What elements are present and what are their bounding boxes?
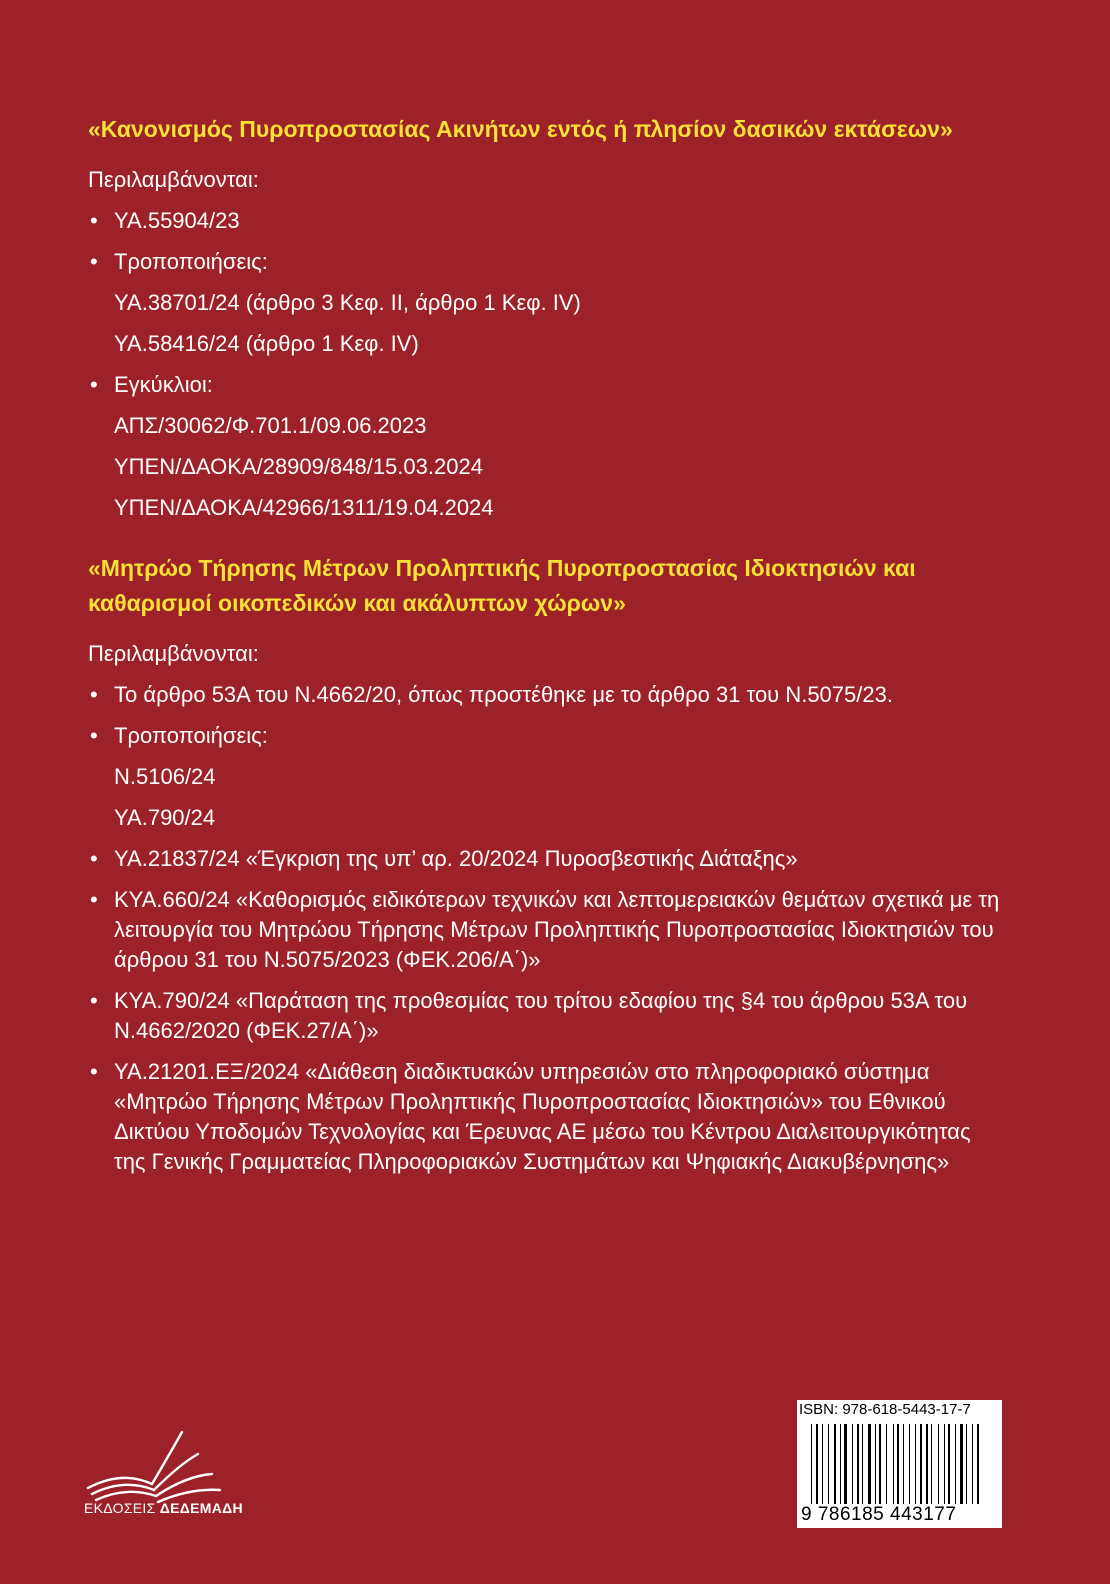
publisher-prefix: ΕΚΔΟΣΕΙΣ — [84, 1500, 156, 1516]
list-item: Ν.5106/24 — [114, 764, 216, 789]
section1-heading: «Κανονισμός Πυροπροστασίας Ακινήτων εντός ή πλησίον δασικών εκτάσεων» — [88, 116, 953, 142]
list-item: • Το άρθρο 53Α του Ν.4662/20, όπως προστέθηκε με το άρθρο 31 του Ν.5075/23. — [88, 680, 1002, 710]
list-item: • ΥΑ.55904/23 — [88, 206, 1002, 236]
isbn-digits: 9 786185 443177 — [801, 1504, 957, 1525]
publisher-brand: ΔΕΔΕΜΑΔΗ — [159, 1500, 243, 1516]
list-item: • ΥΑ.21201.ΕΞ/2024 «Διάθεση διαδικτυακών υπηρεσιών στο πληροφοριακό σύστημα «Μητρώο Τήρησης Μέτρων Προληπτικής Πυροπροστασίας Ιδιοκτησιών» του Εθνικού Δικτύου Υποδομών Τεχνολογίας και Έρευνας ΑΕ μέσω του Κέντρου Διαλειτουργικότητας της Γενικής Γραμματείας Πληροφοριακών Συστημάτων και Ψηφιακής Διακυβέρνησης» — [88, 1057, 1002, 1177]
list-item: ΥΑ.58416/24 (άρθρο 1 Κεφ. ΙV) — [114, 331, 419, 356]
list-item: • Εγκύκλιοι: — [88, 370, 1002, 400]
list-item: ΥΠΕΝ/ΔΑΟΚΑ/42966/1311/19.04.2024 — [114, 495, 494, 520]
list-item: • Τροποποιήσεις: — [88, 247, 1002, 277]
section2-heading: «Μητρώο Τήρησης Μέτρων Προληπτικής Πυροπροστασίας Ιδιοκτησιών και καθαρισμοί οικοπεδικών και ακάλυπτων χώρων» — [88, 555, 916, 616]
list-item: ΥΠΕΝ/ΔΑΟΚΑ/28909/848/15.03.2024 — [114, 454, 483, 479]
section2-intro: Περιλαμβάνονται: — [88, 641, 259, 666]
isbn-barcode-box — [797, 1400, 1002, 1528]
back-cover-content — [88, 112, 1002, 1177]
list-item: ΥΑ.38701/24 (άρθρο 3 Κεφ. ΙΙ, άρθρο 1 Κεφ. ΙV) — [114, 290, 581, 315]
isbn-label: ISBN: 978-618-5443-17-7 — [799, 1401, 971, 1418]
section2-list — [88, 680, 1002, 1177]
list-item: • ΚΥΑ.790/24 «Παράταση της προθεσμίας του τρίτου εδαφίου της §4 του άρθρου 53Α του Ν.4662/2020 (ΦΕΚ.27/Α΄)» — [88, 986, 1002, 1046]
list-item: • Τροποποιήσεις: — [88, 721, 1002, 751]
barcode-icon — [811, 1424, 997, 1504]
list-item: • ΚΥΑ.660/24 «Καθορισμός ειδικότερων τεχνικών και λεπτομερειακών θεμάτων σχετικά με τη λειτουργία του Μητρώου Τήρησης Μέτρων Προληπτικής Πυροπροστασίας Ιδιοκτησιών του άρθρου 31 του Ν.5075/2023 (ΦΕΚ.206/Α΄)» — [88, 885, 1002, 975]
publisher-name — [84, 1500, 243, 1516]
list-item: ΑΠΣ/30062/Φ.701.1/09.06.2023 — [114, 413, 427, 438]
section1-intro: Περιλαμβάνονται: — [88, 167, 259, 192]
list-item: • ΥΑ.21837/24 «Έγκριση της υπ’ αρ. 20/2024 Πυροσβεστικής Διάταξης» — [88, 844, 1002, 874]
section1-list — [88, 206, 1002, 523]
list-item: ΥΑ.790/24 — [114, 805, 216, 830]
